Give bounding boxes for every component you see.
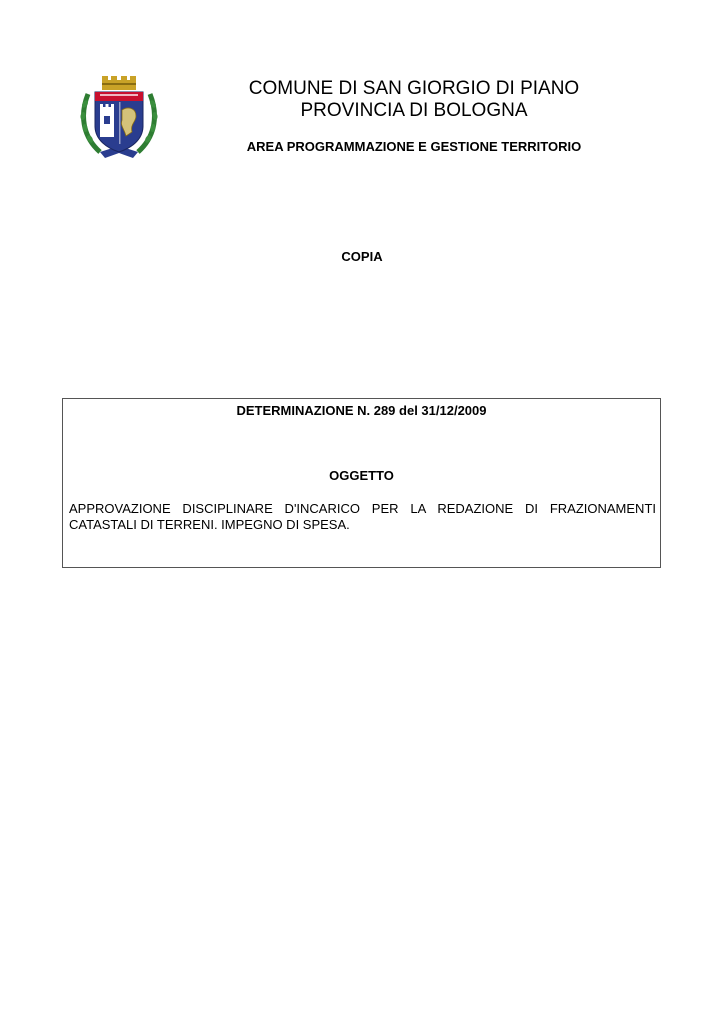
subject-text: APPROVAZIONE DISCIPLINARE D'INCARICO PER LA REDAZIONE DI FRAZIONAMENTI CATASTALI DI TERRENI. IMPEGNO DI SPESA. xyxy=(69,501,656,532)
department-name: AREA PROGRAMMAZIONE E GESTIONE TERRITORIO xyxy=(246,139,582,154)
subject-label: OGGETTO xyxy=(329,468,394,483)
province-name: PROVINCIA DI BOLOGNA xyxy=(300,100,528,121)
coat-of-arms-icon xyxy=(78,74,160,160)
determination-box xyxy=(62,398,661,568)
municipality-name: COMUNE DI SAN GIORGIO DI PIANO xyxy=(248,78,580,99)
determination-title: DETERMINAZIONE N. 289 del 31/12/2009 xyxy=(236,403,487,418)
copy-label: COPIA xyxy=(341,249,383,264)
